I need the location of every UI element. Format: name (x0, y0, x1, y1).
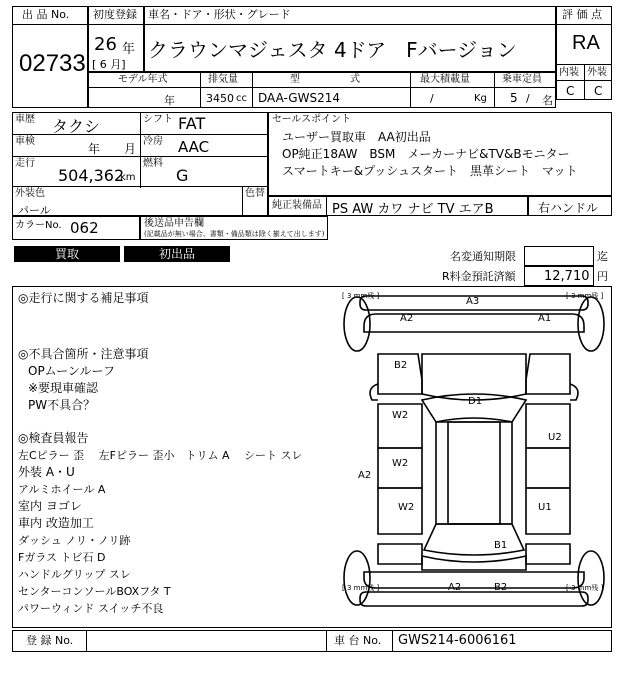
inspector-section (18, 430, 303, 617)
inspector-line: 左Cピラー 歪 左Fピラー 歪小 トリム A シート スレ (18, 449, 303, 462)
inspector-line: Fガラス トビ石 D (18, 551, 106, 564)
damage-rear-bumper-right: B2 (494, 582, 508, 593)
ac-label: 冷房 (143, 136, 163, 147)
defect-line: ※要現車確認 (28, 381, 99, 395)
damage-front-right: A1 (538, 313, 552, 324)
registration-month: [ 6 月] (92, 58, 126, 71)
buy-button[interactable]: 買取 (14, 246, 120, 262)
displacement-label: 排気量 (208, 74, 238, 85)
inspector-header: ◎検査員報告 (18, 431, 89, 445)
mileage-unit: km (120, 172, 136, 183)
overall-grade: RA (572, 32, 600, 54)
tire-depth-rear-left: [ 3 mm残 ] (342, 584, 380, 592)
recycle-fee-value: 12,710 (544, 269, 590, 284)
aftermarket-label: 後送品申告欄 (144, 218, 204, 229)
equipment-value: PS AW カワ ナビ TV エアB (332, 202, 494, 217)
damage-left-front-door: W2 (392, 410, 409, 421)
ac-value: AAC (178, 138, 210, 156)
damage-rear-bumper-left: A2 (448, 582, 462, 593)
model-year-label: モデル年式 (118, 74, 168, 85)
type-label: 型 式 (290, 74, 360, 85)
first-listing-button[interactable]: 初出品 (124, 246, 230, 262)
driving-notes-header: ◎走行に関する補足事項 (18, 291, 149, 305)
sales-point-line-2: OP純正18AW BSM メーカーナビ&TV&Bモニター (282, 147, 570, 161)
model-year-unit: 年 (164, 94, 175, 107)
interior-label: 内装 (559, 67, 579, 78)
damage-right-door: U2 (548, 432, 562, 443)
color-number-label: カラーNo. (15, 220, 62, 231)
sales-point-line-3: スマートキー&プッシュスタート 黒革シート マット (282, 164, 578, 178)
damage-left-side: A2 (358, 470, 372, 481)
transfer-deadline-field (524, 246, 594, 266)
history-value: タクシ (52, 117, 101, 136)
inspection-label: 車検 (15, 136, 35, 147)
inspection-year-unit: 年 (88, 142, 101, 156)
tire-depth-front-right: [ 3 mm残 ] (566, 292, 604, 300)
inspector-line: アルミホイール A (18, 483, 106, 496)
mileage-label: 走行 (15, 158, 35, 169)
transfer-deadline-unit: 迄 (597, 250, 608, 263)
displacement-unit: cc (236, 93, 247, 104)
registration-year: 26 (94, 34, 117, 55)
inspector-line: 車内 改造加工 (18, 516, 94, 530)
mileage-value: 504,362 (58, 166, 125, 185)
registration-box (12, 630, 612, 652)
shift-value: FAT (178, 114, 206, 133)
max-load-value: / (430, 92, 434, 105)
defect-line: OPムーンルーフ (28, 364, 115, 378)
steering-side: 右ハンドル (538, 201, 599, 215)
model-name: クラウンマジェスタ 4ドア Fバージョン (148, 38, 517, 62)
damage-left-quarter: W2 (398, 502, 415, 513)
damage-front-bumper: A3 (466, 296, 480, 307)
fuel-value: G (176, 166, 189, 185)
capacity-label: 乗車定員 (502, 74, 542, 85)
transfer-deadline-label: 名変通知期限 (450, 250, 516, 263)
chassis-number: GWS214-6006161 (398, 633, 517, 648)
shift-label: シフト (143, 114, 173, 125)
interior-grade: C (566, 84, 575, 98)
notes-column (18, 290, 148, 307)
tire-depth-front-left: [ 3 mm残 ] (342, 292, 380, 300)
exterior-color-label: 外装色 (15, 188, 45, 199)
recycle-fee-label: R料金預託済額 (442, 270, 516, 283)
first-registration-label: 初度登録 (93, 8, 137, 21)
damage-right-quarter: U1 (538, 502, 552, 513)
color-number: 062 (70, 219, 99, 237)
grade-label: 評 価 点 (562, 8, 602, 21)
capacity-separator: / (526, 92, 530, 105)
capacity-value: 5 (510, 91, 518, 105)
registration-year-unit: 年 (122, 42, 136, 57)
color-change-label: 色替 (245, 188, 265, 199)
defect-line: PW不具合？ (28, 398, 96, 412)
model-header: 車名・ドア・形状・グレード (148, 8, 291, 21)
chassis-number-label: 車 台 No. (334, 634, 382, 647)
sales-point-label: セールスポイント (272, 114, 352, 125)
exterior-label: 外装 (587, 67, 607, 78)
inspector-line: ハンドルグリップ スレ (18, 568, 131, 581)
defect-header: ◎不具合箇所・注意事項 (18, 347, 149, 361)
damage-left-fender: B2 (394, 360, 408, 371)
car-condition-diagram (336, 288, 612, 626)
inspector-line: 室内 ヨゴレ (18, 499, 82, 513)
recycle-fee-unit: 円 (597, 270, 608, 283)
inspection-month-unit: 月 (124, 142, 137, 156)
exterior-grade: C (594, 84, 603, 98)
aftermarket-note: (記載品が無い場合、書類・備品類は除く揃えて出します) (144, 230, 325, 238)
inspector-line: センターコンソールBOXフタ T (18, 585, 171, 598)
capacity-unit: 名 (542, 94, 553, 107)
equipment-label: 純正装備品 (272, 200, 322, 211)
type-value: DAA-GWS214 (258, 91, 340, 105)
registration-number-label: 登 録 No. (26, 634, 74, 647)
fuel-label: 燃料 (143, 158, 163, 169)
sales-point-line-1: ユーザー買取車 AA初出品 (282, 130, 431, 144)
inspector-line: ダッシュ ノリ・ノリ跡 (18, 534, 131, 547)
damage-roof: D1 (468, 396, 483, 407)
inspector-line: パワーウィンド スイッチ不良 (18, 602, 164, 615)
defect-section (18, 346, 148, 414)
max-load-label: 最大積載量 (420, 74, 470, 85)
lot-number: 02733 (19, 50, 86, 77)
tire-depth-rear-right: [ 3 mm残 ] (566, 584, 604, 592)
damage-left-rear-door: W2 (392, 458, 409, 469)
max-load-unit: Kg (474, 93, 487, 104)
damage-trunk: B1 (494, 540, 508, 551)
lot-number-label: 出 品 No. (22, 8, 70, 21)
inspector-line: 外装 A・U (18, 465, 75, 479)
history-label: 車歴 (15, 114, 35, 125)
damage-front-left: A2 (400, 313, 414, 324)
exterior-color-value: パール (18, 204, 51, 217)
displacement-value: 3450 (206, 92, 234, 105)
